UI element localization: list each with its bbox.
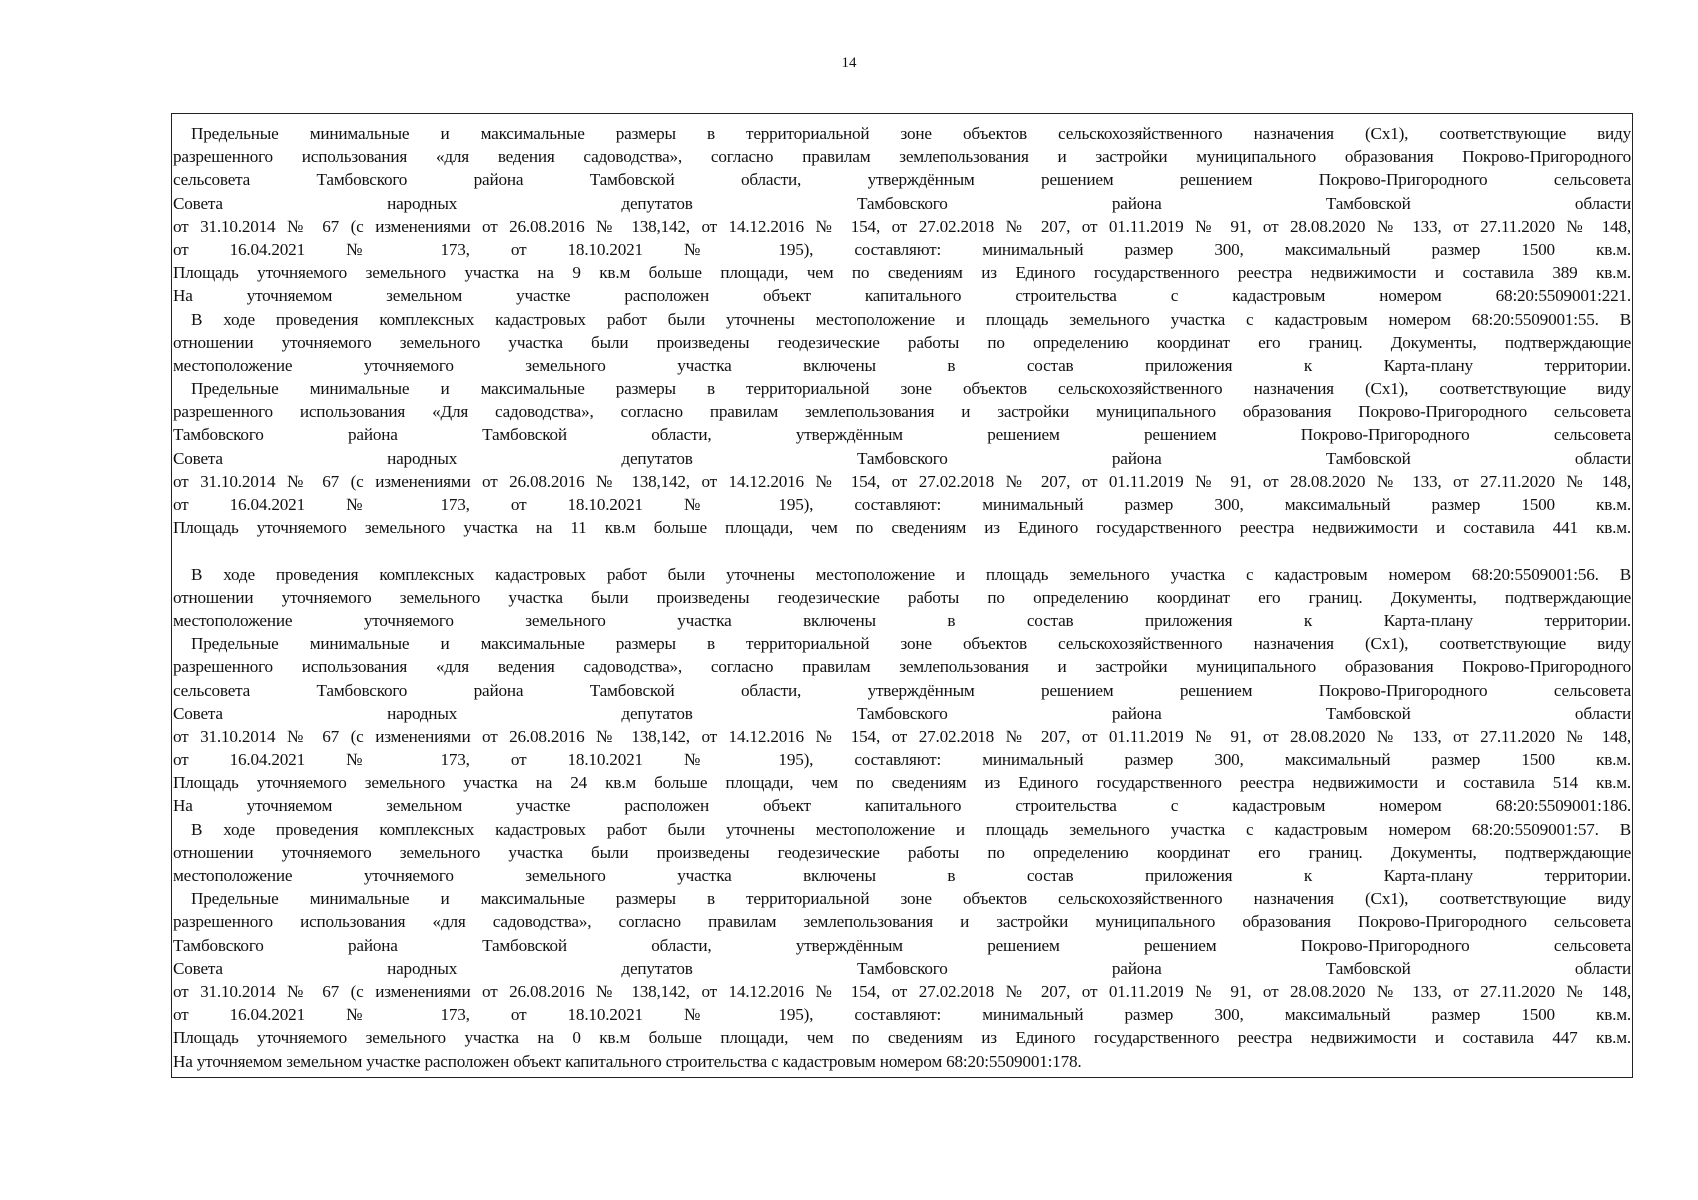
text-line: от 16.04.2021 № 173, от 18.10.2021 № 195), составляют: минимальный размер 300, максимальный размер 1500 кв.м. <box>173 495 1631 514</box>
text-line: отношении уточняемого земельного участка были произведены геодезические работы по определению координат его границ. Документы, подтверждающие <box>173 332 1631 352</box>
text-line: Предельные минимальные и максимальные размеры в территориальной зоне объектов сельскохозяйственного назначения (Сх1), соответствующие виду <box>191 124 1631 143</box>
text-line: Предельные минимальные и максимальные размеры в территориальной зоне объектов сельскохозяйственного назначения (Сх1), соответствующие виду <box>191 889 1631 909</box>
text-line: Площадь уточняемого земельного участка на 24 кв.м больше площади, чем по сведениям из Единого государственного реестра недвижимости и составила 514 кв.м. <box>173 773 1631 793</box>
text-line: В ходе проведения комплексных кадастровых работ были уточнены местоположение и площадь земельного участка с кадастровым номером 68:20:5509001:56. В <box>191 564 1631 584</box>
text-line: разрешенного использования «для ведения садоводства», согласно правилам землепользования и застройки муниципального образования Покрово-Пригородного <box>173 657 1631 677</box>
text-line: от 16.04.2021 № 173, от 18.10.2021 № 195), составляют: минимальный размер 300, максимальный размер 1500 кв.м. <box>173 239 1631 259</box>
text-line: местоположение уточняемого земельного участка включены в состав приложения к Карта-плану территории. <box>173 610 1631 630</box>
text-line: Тамбовского района Тамбовской области, утверждённым решением решением Покрово-Пригородного сельсовета <box>173 425 1631 445</box>
document-body <box>173 122 1631 1073</box>
text-line: местоположение уточняемого земельного участка включены в состав приложения к Карта-плану территории. <box>173 355 1631 375</box>
text-line: Совета народных депутатов Тамбовского района Тамбовской области <box>173 703 1631 723</box>
text-line: Тамбовского района Тамбовской области, утверждённым решением решением Покрово-Пригородного сельсовета <box>173 935 1631 955</box>
text-line: Предельные минимальные и максимальные размеры в территориальной зоне объектов сельскохозяйственного назначения (Сх1), соответствующие виду <box>191 379 1631 399</box>
text-line: Предельные минимальные и максимальные размеры в территориальной зоне объектов сельскохозяйственного назначения (Сх1), соответствующие виду <box>191 634 1631 654</box>
text-line: разрешенного использования «для ведения садоводства», согласно правилам землепользования и застройки муниципального образования Покрово-Пригородного <box>173 147 1631 167</box>
text-line: сельсовета Тамбовского района Тамбовской области, утверждённым решением решением Покрово-Пригородного сельсовета <box>173 170 1631 190</box>
text-line: Совета народных депутатов Тамбовского района Тамбовской области <box>173 958 1631 978</box>
text-line: отношении уточняемого земельного участка были произведены геодезические работы по определению координат его границ. Документы, подтверждающие <box>173 842 1631 862</box>
text-line: На уточняемом земельном участке расположен объект капитального строительства с кадастровым номером 68:20:5509001:178. <box>173 1051 1082 1071</box>
text-line: Площадь уточняемого земельного участка на 11 кв.м больше площади, чем по сведениям из Единого государственного реестра недвижимости и составила 441 кв.м. <box>173 518 1631 538</box>
text-line: В ходе проведения комплексных кадастровых работ были уточнены местоположение и площадь земельного участка с кадастровым номером 68:20:5509001:57. В <box>191 819 1631 839</box>
text-line: от 31.10.2014 № 67 (с изменениями от 26.08.2016 № 138,142, от 14.12.2016 № 154, от 27.02.2018 № 207, от 01.11.2019 № 91, от 28.08.2020 № 133, от 27.11.2020 № 148, <box>173 471 1631 491</box>
page-number: 14 <box>841 55 857 71</box>
text-line: Площадь уточняемого земельного участка на 0 кв.м больше площади, чем по сведениям из Единого государственного реестра недвижимости и составила 447 кв.м. <box>173 1028 1631 1048</box>
text-line: сельсовета Тамбовского района Тамбовской области, утверждённым решением решением Покрово-Пригородного сельсовета <box>173 680 1631 700</box>
text-line: разрешенного использования «для садоводства», согласно правилам землепользования и застройки муниципального образования Покрово-Пригородного сельсовета <box>173 912 1631 932</box>
text-line: от 16.04.2021 № 173, от 18.10.2021 № 195), составляют: минимальный размер 300, максимальный размер 1500 кв.м. <box>173 750 1631 770</box>
text-line: от 16.04.2021 № 173, от 18.10.2021 № 195), составляют: минимальный размер 300, максимальный размер 1500 кв.м. <box>173 1005 1631 1025</box>
text-line: от 31.10.2014 № 67 (с изменениями от 26.08.2016 № 138,142, от 14.12.2016 № 154, от 27.02.2018 № 207, от 01.11.2019 № 91, от 28.08.2020 № 133, от 27.11.2020 № 148, <box>173 726 1631 746</box>
text-line: от 31.10.2014 № 67 (с изменениями от 26.08.2016 № 138,142, от 14.12.2016 № 154, от 27.02.2018 № 207, от 01.11.2019 № 91, от 28.08.2020 № 133, от 27.11.2020 № 148, <box>173 216 1631 236</box>
text-line: На уточняемом земельном участке расположен объект капитального строительства с кадастровым номером 68:20:5509001:186. <box>173 796 1631 816</box>
text-line: На уточняемом земельном участке расположен объект капитального строительства с кадастровым номером 68:20:5509001:221. <box>173 286 1631 306</box>
text-line: Совета народных депутатов Тамбовского района Тамбовской области <box>173 448 1631 468</box>
text-line: отношении уточняемого земельного участка были произведены геодезические работы по определению координат его границ. Документы, подтверждающие <box>173 587 1631 607</box>
text-line: от 31.10.2014 № 67 (с изменениями от 26.08.2016 № 138,142, от 14.12.2016 № 154, от 27.02.2018 № 207, от 01.11.2019 № 91, от 28.08.2020 № 133, от 27.11.2020 № 148, <box>173 981 1631 1001</box>
blank-line <box>173 539 1631 562</box>
text-line: разрешенного использования «Для садоводства», согласно правилам землепользования и застройки муниципального образования Покрово-Пригородного сельсовета <box>173 402 1631 422</box>
text-line: Площадь уточняемого земельного участка на 9 кв.м больше площади, чем по сведениям из Единого государственного реестра недвижимости и составила 389 кв.м. <box>173 263 1631 283</box>
text-line: В ходе проведения комплексных кадастровых работ были уточнены местоположение и площадь земельного участка с кадастровым номером 68:20:5509001:55. В <box>191 309 1631 329</box>
text-line: местоположение уточняемого земельного участка включены в состав приложения к Карта-плану территории. <box>173 866 1631 885</box>
text-line: Совета народных депутатов Тамбовского района Тамбовской области <box>173 193 1631 213</box>
